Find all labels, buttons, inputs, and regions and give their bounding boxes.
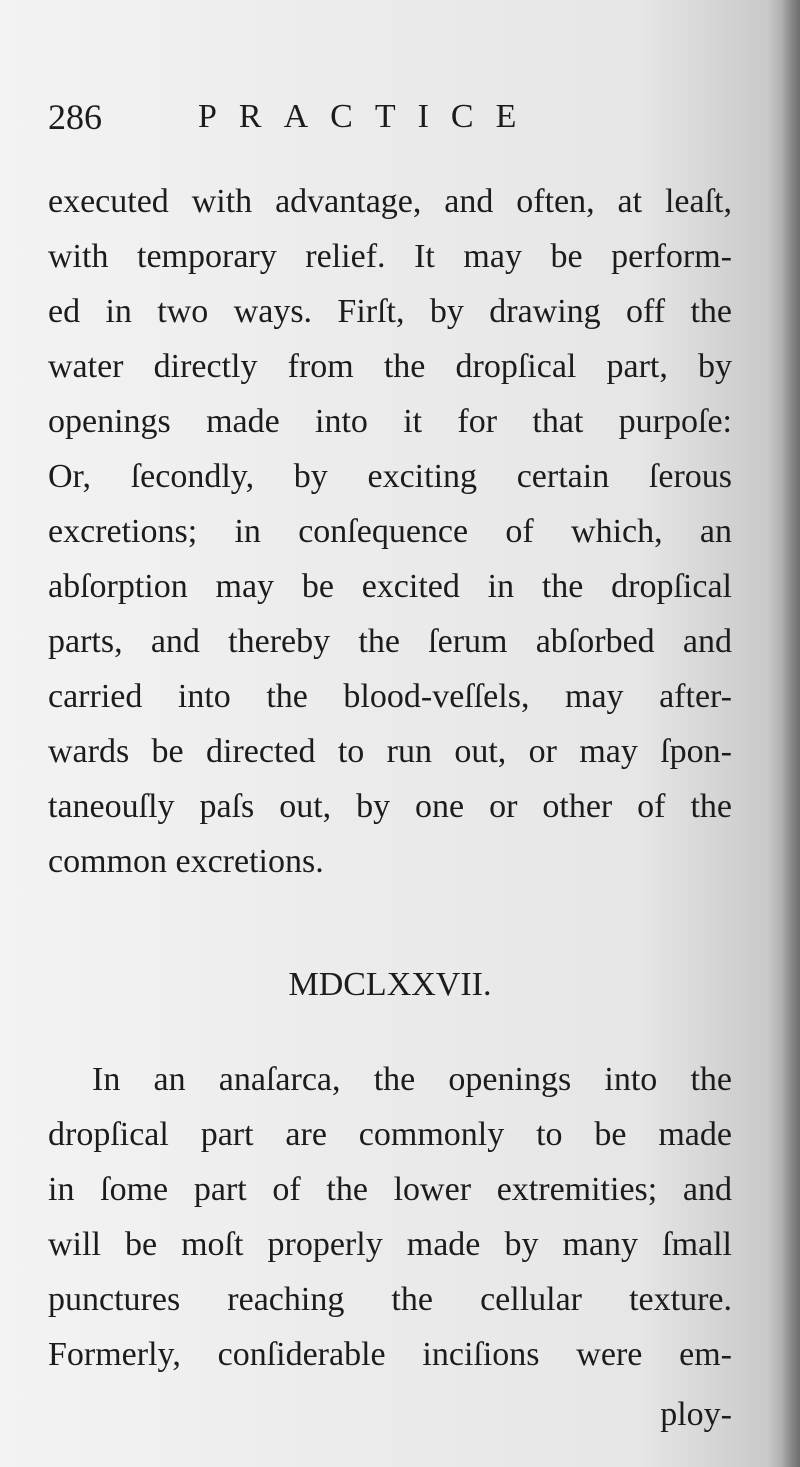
- text-line: Or, ſecondly, by exciting certain ſerous: [48, 458, 732, 495]
- page-number: 286: [48, 97, 102, 137]
- text-line: executed with advantage, and often, at leaſt,: [48, 183, 732, 220]
- page-header: [48, 92, 748, 142]
- text-line: with temporary relief. It may be perform-: [48, 238, 732, 275]
- text-line: carried into the blood-veſſels, may after-: [48, 678, 732, 715]
- text-line: Formerly, conſiderable inciſions were em-: [48, 1336, 732, 1373]
- text-line: dropſical part are commonly to be made: [48, 1116, 732, 1153]
- text-line: in ſome part of the lower extremities; and: [48, 1171, 732, 1208]
- text-line: excretions; in conſequence of which, an: [48, 513, 732, 550]
- text-line: punctures reaching the cellular texture.: [48, 1281, 732, 1318]
- text-line: parts, and thereby the ſerum abſorbed and: [48, 623, 732, 660]
- text-line: In an anaſarca, the openings into the: [92, 1061, 732, 1098]
- section-number: MDCLXXVII.: [288, 966, 492, 1003]
- text-line: wards be directed to run out, or may ſpon-: [48, 733, 732, 770]
- text-line: water directly from the dropſical part, by: [48, 348, 732, 385]
- text-line: ed in two ways. Firſt, by drawing off the: [48, 293, 732, 330]
- text-line: will be moſt properly made by many ſmall: [48, 1226, 732, 1263]
- running-head: PRACTICE: [198, 98, 539, 135]
- text-line: openings made into it for that purpoſe:: [48, 403, 732, 440]
- text-line: common excretions.: [48, 843, 324, 880]
- text-line: taneouſly paſs out, by one or other of the: [48, 788, 732, 825]
- catchword: ploy-: [660, 1396, 732, 1433]
- text-line: abſorption may be excited in the dropſical: [48, 568, 732, 605]
